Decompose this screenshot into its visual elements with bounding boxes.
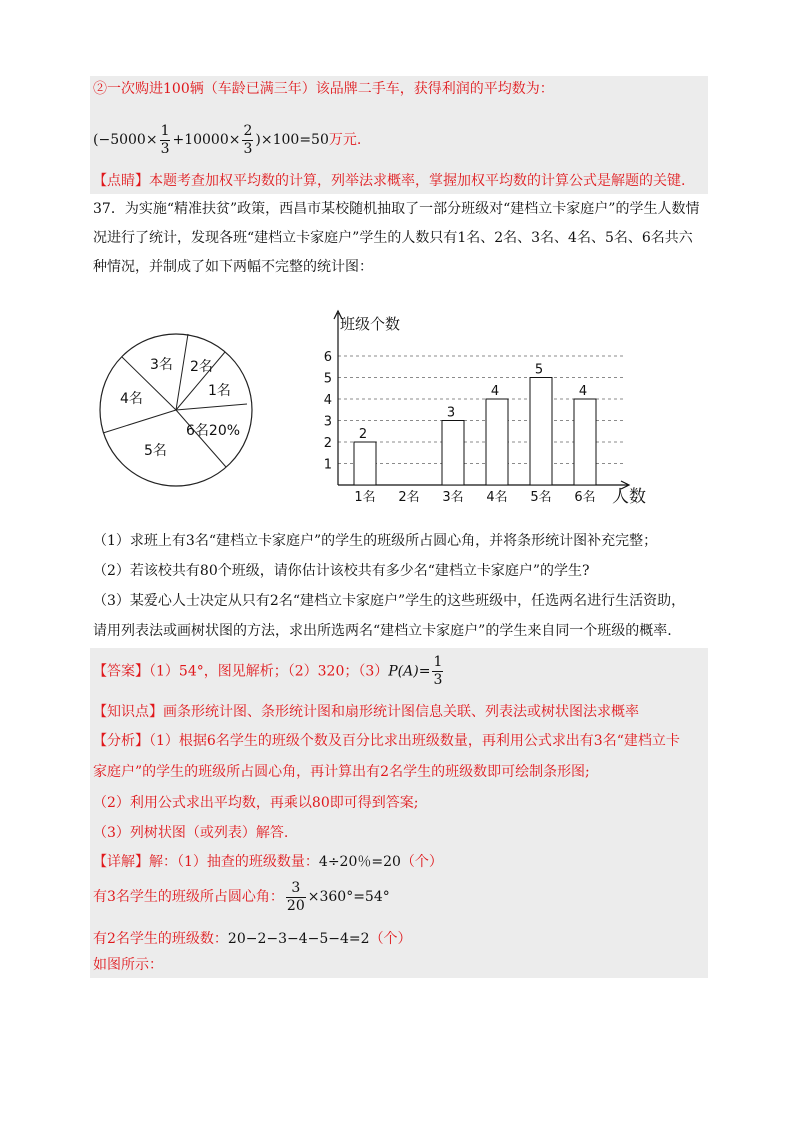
bar [442, 421, 464, 486]
profit-calculation [93, 120, 361, 160]
x-tick-label: 2名 [398, 490, 420, 505]
detail-text: 解：（1）抽查的班级数量： [149, 854, 319, 870]
calc-unit: 万元. [328, 132, 362, 148]
knowledge-points: 【知识点】画条形统计图、条形统计图和扇形统计图信息关联、列表法或树状图法求概率 [93, 704, 639, 720]
pie-radius [103, 410, 176, 433]
question-3-line-1: （3）某爱心人士决定从只有2名“建档立卡家庭户”学生的这些班级中，任选两名进行生活资助， [93, 593, 686, 609]
x-tick-label: 4名 [486, 490, 508, 505]
analysis-line-4: （3）列树状图（或列表）解答. [93, 825, 289, 841]
answer-line [93, 654, 445, 689]
bar [574, 399, 596, 485]
detail-fraction: $\frac{3}{20}$ [286, 879, 305, 914]
detail-text-2: 有3名学生的班级所占圆心角： [93, 889, 284, 905]
x-tick-label: 1名 [354, 490, 376, 505]
pie-chart [92, 330, 262, 500]
x-tick-label: 6名 [574, 490, 596, 505]
pie-radius [176, 404, 247, 410]
answer-text: （1）54°，图见解析；（2）320；（3） [149, 663, 389, 680]
pie-label: 1名 [208, 383, 231, 399]
detail-line-4: 如图所示： [93, 957, 163, 973]
y-tick-label: 4 [323, 393, 332, 408]
calc-part-a: (−5000× [93, 132, 158, 148]
detail-math-3: 20−2−3−4−5−4=2 [227, 931, 370, 947]
x-tick-label: 5名 [530, 490, 552, 505]
y-tick-label: 2 [323, 436, 332, 451]
pie-label: 5名 [144, 443, 167, 459]
fraction-two-thirds: $\frac{2}{3}$ [243, 122, 253, 157]
question-2: （2）若该校共有80个班级，请你估计该校共有多少名“建档立卡家庭户”的学生? [93, 563, 590, 579]
detail-label: 【详解】 [93, 854, 149, 870]
key-point-comment: 【点睛】本题考查加权平均数的计算，列举法求概率，掌握加权平均数的计算公式是解题的关键. [93, 173, 686, 189]
analysis-line-1: 【分析】（1）根据6名学生的班级个数及百分比求出班级数量，再利用公式求出有3名“建档立卡 [93, 733, 680, 749]
detail-math-1: 4÷20％=20 [318, 854, 401, 870]
y-tick-label: 1 [323, 457, 332, 473]
profit-question-line: ②一次购进100辆（车龄已满三年）该品牌二手车，获得利润的平均数为： [93, 81, 554, 97]
x-axis-label: 人数 [612, 487, 646, 507]
bar-value-label: 4 [490, 384, 500, 399]
bar-value-label: 3 [446, 405, 456, 421]
x-tick-label: 3名 [442, 490, 464, 505]
pie-label: 3名 [150, 357, 173, 373]
calc-part-b: +10000× [172, 132, 241, 148]
analysis-line-2: 家庭户”的学生的班级所占圆心角，再计算出有2名学生的班级数即可绘制条形图; [93, 764, 590, 780]
bar-value-label: 2 [358, 427, 368, 442]
question-3-line-2: 请用列表法或画树状图的方法，求出所选两名“建档立卡家庭户”的学生来自同一个班级的概率. [93, 623, 672, 639]
probability-expression: P(A)= [388, 663, 431, 680]
pie-label: 6名20% [186, 423, 241, 439]
calc-part-c: )×100=50 [255, 132, 329, 148]
y-tick-label: 5 [323, 371, 332, 387]
detail-unit-1: （个） [400, 854, 443, 870]
pie-label: 2名 [190, 359, 213, 375]
detail-line-3 [93, 929, 412, 949]
bar [354, 442, 376, 485]
answer-label: 【答案】 [93, 663, 149, 680]
bar [530, 378, 552, 486]
y-tick-label: 3 [323, 414, 332, 430]
bar [486, 399, 508, 485]
y-tick-label: 6 [323, 350, 332, 365]
bar-value-label: 5 [534, 362, 544, 378]
detail-unit-3: （个） [369, 931, 412, 947]
bar-chart [316, 305, 656, 520]
analysis-line-3: （2）利用公式求出平均数，再乘以80即可得到答案; [93, 795, 419, 811]
pie-label: 4名 [120, 391, 143, 407]
bar-value-label: 4 [578, 384, 588, 399]
detail-line-1 [93, 852, 443, 872]
detail-math-2: ×360°=54° [307, 889, 390, 905]
problem-statement: 37．为实施“精准扶贫”政策，西昌市某校随机抽取了一部分班级对“建档立卡家庭户”的学生人数情况进行了统计，发现各班“建档立卡家庭户”学生的人数只有1名、2名、3名、4名、5名、6名共六种情况，并制成了如下两幅不完整的统计图： [93, 201, 700, 275]
detail-text-3: 有2名学生的班级数： [93, 931, 228, 947]
question-1: （1）求班上有3名“建档立卡家庭户”的学生的班级所占圆心角，并将条形统计图补充完整； [93, 533, 658, 549]
fraction-one-third: $\frac{1}{3}$ [160, 122, 170, 157]
detail-line-2 [93, 878, 390, 916]
answer-fraction: $\frac{1}{3}$ [433, 654, 443, 688]
y-axis-label: 班级个数 [340, 315, 401, 333]
